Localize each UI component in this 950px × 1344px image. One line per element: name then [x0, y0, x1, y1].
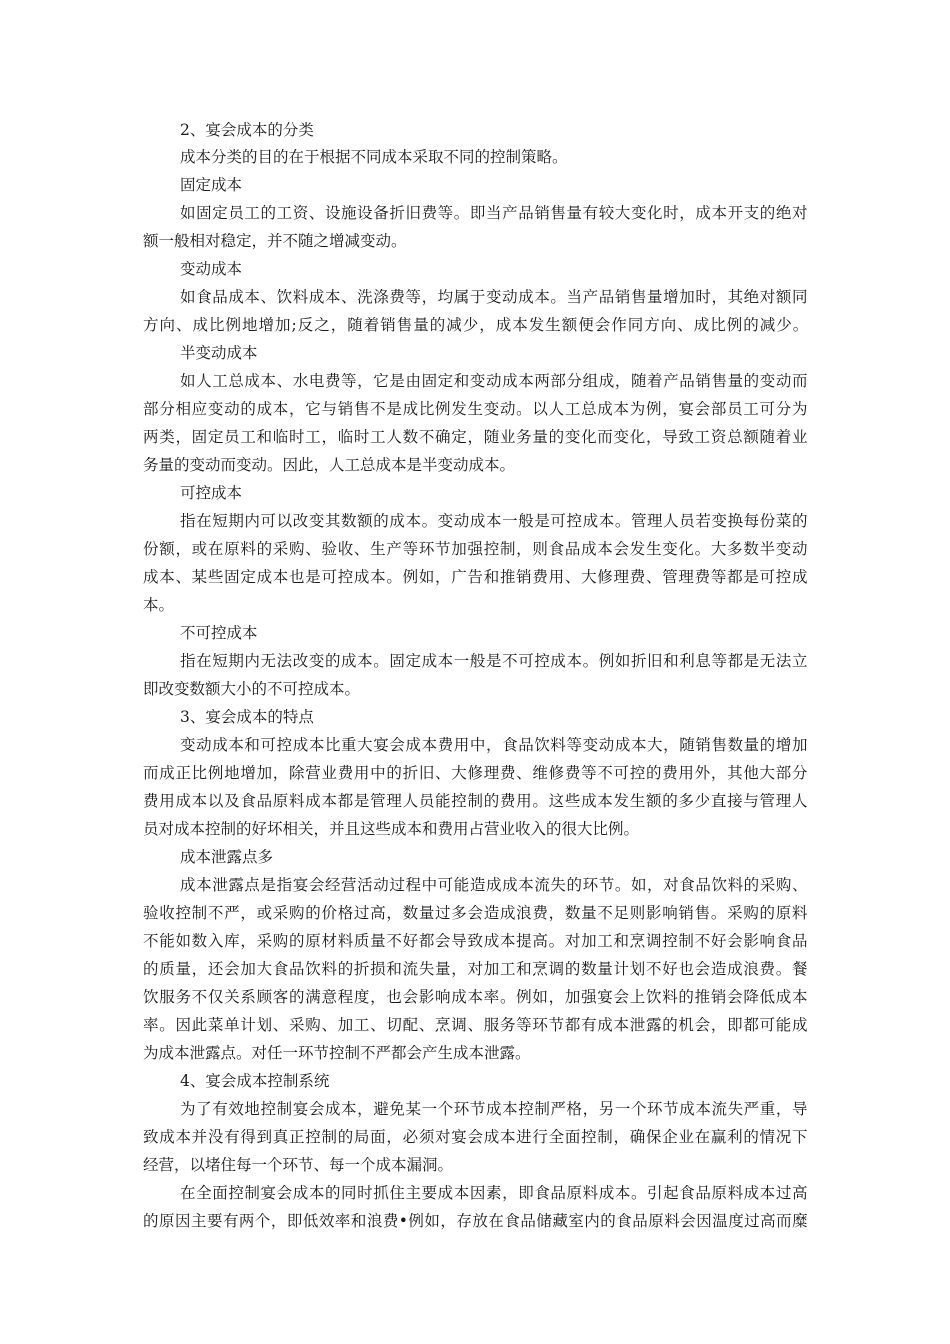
- text-line: 半变动成本: [180, 344, 258, 362]
- text-line: 部分相应变动的成本，它与销售不是成比例发生变动。以人工总成本为例，宴会部员工可分为: [143, 400, 809, 418]
- text-line: 验收控制不严，或采购的价格过高，数量过多会造成浪费，数量不足则影响销售。采购的原料: [143, 904, 809, 922]
- text-line: 方向、成比例地增加;反之，随着销售量的减少，成本发生额便会作同方向、成比例的减少。: [143, 316, 810, 334]
- text-line: 率。因此菜单计划、采购、加工、切配、烹调、服务等环节都有成本泄露的机会，即都可能成: [143, 1016, 809, 1034]
- text-line: 的原因主要有两个，即低效率和浪费•例如，存放在食品储藏室内的食品原料会因温度过高而糜: [143, 1212, 809, 1230]
- text-line: 变动成本: [180, 260, 243, 278]
- text-line: 不可控成本: [180, 624, 258, 642]
- text-line: 变动成本和可控成本比重大宴会成本费用中，食品饮料等变动成本大，随销售数量的增加: [180, 736, 809, 754]
- text-line: 4、宴会成本控制系统: [180, 1072, 330, 1090]
- text-line: 经营，以堵住每一个环节、每一个成本漏洞。: [143, 1156, 454, 1174]
- text-line: 即改变数额大小的不可控成本。: [143, 680, 361, 698]
- text-line: 可控成本: [180, 484, 243, 502]
- text-line: 致成本并没有得到真正控制的局面，必须对宴会成本进行全面控制，确保企业在赢利的情况下: [143, 1128, 809, 1146]
- text-line: 在全面控制宴会成本的同时抓住主要成本因素，即食品原料成本。引起食品原料成本过高: [180, 1184, 809, 1202]
- text-line: 2、宴会成本的分类: [180, 121, 314, 139]
- text-line: 本。: [143, 596, 175, 614]
- text-line: 成本泄露点是指宴会经营活动过程中可能造成成本流失的环节。如，对食品饮料的采购、: [180, 876, 809, 894]
- text-line: 务量的变动而变动。因此，人工总成本是半变动成本。: [143, 456, 516, 474]
- text-line: 成本分类的目的在于根据不同成本采取不同的控制策略。: [180, 148, 568, 166]
- text-line: 指在短期内无法改变的成本。固定成本一般是不可控成本。例如折旧和利息等都是无法立: [180, 652, 809, 670]
- text-line: 员对成本控制的好坏相关，并且这些成本和费用占营业收入的很大比例。: [143, 820, 640, 838]
- text-line: 的质量，还会加大食品饮料的折损和流失量，对加工和烹调的数量计划不好也会造成浪费。餐: [143, 960, 809, 978]
- text-line: 如固定员工的工资、设施设备折旧费等。即当产品销售量有较大变化时，成本开支的绝对: [180, 204, 809, 222]
- text-line: 如食品成本、饮料成本、洗涤费等，均属于变动成本。当产品销售量增加时，其绝对额同: [180, 288, 809, 306]
- text-line: 两类，固定员工和临时工，临时工人数不确定，随业务量的变化而变化，导致工资总额随着业: [143, 428, 809, 446]
- text-line: 固定成本: [180, 176, 243, 194]
- text-line: 为成本泄露点。对任一环节控制不严都会产生成本泄露。: [143, 1044, 531, 1062]
- text-line: 额一般相对稳定，并不随之增减变动。: [143, 232, 407, 250]
- text-line: 份额，或在原料的采购、验收、生产等环节加强控制，则食品成本会发生变化。大多数半变动: [143, 540, 809, 558]
- text-line: 如人工总成本、水电费等，它是由固定和变动成本两部分组成，随着产品销售量的变动而: [180, 372, 809, 390]
- text-line: 费用成本以及食品原料成本都是管理人员能控制的费用。这些成本发生额的多少直接与管理人: [143, 792, 809, 810]
- text-line: 为了有效地控制宴会成本，避免某一个环节成本控制严格，另一个环节成本流失严重，导: [180, 1100, 809, 1118]
- text-line: 不能如数入库，采购的原材料质量不好都会导致成本提高。对加工和烹调控制不好会影响食品: [143, 932, 809, 950]
- text-line: 饮服务不仅关系顾客的满意程度，也会影响成本率。例如，加强宴会上饮料的推销会降低成本: [143, 988, 809, 1006]
- text-line: 指在短期内可以改变其数额的成本。变动成本一般是可控成本。管理人员若变换每份菜的: [180, 512, 809, 530]
- text-line: 成本、某些固定成本也是可控成本。例如，广告和推销费用、大修理费、管理费等都是可控成: [143, 568, 809, 586]
- text-line: 3、宴会成本的特点: [180, 708, 314, 726]
- text-line: 而成正比例地增加，除营业费用中的折旧、大修理费、维修费等不可控的费用外，其他大部分: [143, 764, 809, 782]
- text-line: 成本泄露点多: [180, 848, 274, 866]
